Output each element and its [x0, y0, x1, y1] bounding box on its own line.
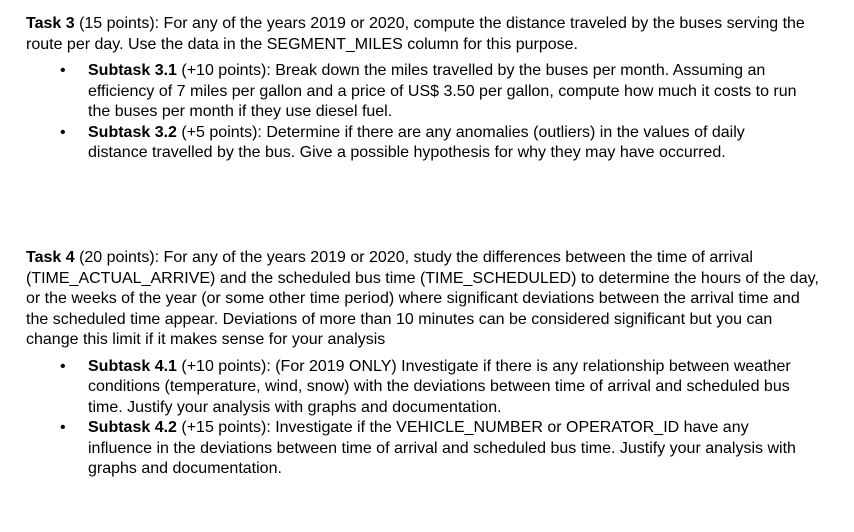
bullet-icon: •	[60, 123, 66, 141]
subtask-4-2-description: (+15 points): Investigate if the VEHICLE_NUMBER or OPERATOR_ID have any influence in the deviations between time of arrival and scheduled bus time. Justify your analysis with graphs and documentation.	[88, 419, 796, 477]
bullet-icon: •	[60, 357, 66, 375]
task-3-subtask-list	[26, 61, 826, 164]
task-3-title: Task 3	[26, 15, 75, 32]
subtask-3-2-body	[88, 123, 808, 164]
subtask-3-1-title: Subtask 3.1	[88, 62, 177, 79]
bullet-icon: •	[60, 62, 66, 79]
subtask-3-2	[26, 123, 826, 164]
subtask-4-1-body	[88, 357, 808, 419]
subtask-3-2-title: Subtask 3.2	[88, 123, 177, 141]
subtask-3-1-description: (+10 points): Break down the miles travelled by the buses per month. Assuming an efficiency of 7 miles per gallon and a price of US$ 3.50 per gallon, compute how much it costs to run the buses per month if they use diesel fuel.	[88, 62, 797, 120]
subtask-3-1-body	[88, 61, 808, 123]
task-4-paragraph	[26, 248, 826, 351]
task-3-paragraph	[26, 14, 826, 55]
subtask-4-1	[26, 357, 826, 419]
task-4-description: (20 points): For any of the years 2019 or 2020, study the differences between the time of arrival (TIME_ACTUAL_ARRIVE) and the scheduled bus time (TIME_SCHEDULED) to determine the hours of the day, or the weeks of the year (or some other time period) where significant deviations between the arrival time and the scheduled time appear. Deviations of more than 10 minutes can be considered significant but you can change this limit if it makes sense for your analysis	[26, 249, 819, 348]
task-3-section	[26, 14, 826, 164]
task-4-subtask-list	[26, 357, 826, 480]
subtask-4-1-title: Subtask 4.1	[88, 357, 177, 375]
task-4-title: Task 4	[26, 249, 75, 266]
subtask-4-2	[26, 418, 826, 480]
subtask-3-2-description: (+5 points): Determine if there are any anomalies (outliers) in the values of daily distance travelled by the bus. Give a possible hypothesis for why they may have occurred.	[88, 123, 745, 161]
bullet-icon: •	[60, 419, 66, 436]
subtask-3-1	[26, 61, 826, 123]
subtask-4-1-description: (+10 points): (For 2019 ONLY) Investigate if there is any relationship between weather conditions (temperature, wind, snow) with the deviations between time of arrival and scheduled bus time. Justify your analysis with graphs and documentation.	[88, 357, 791, 416]
task-4-section	[26, 248, 826, 480]
task-3-description: (15 points): For any of the years 2019 or 2020, compute the distance traveled by the buses serving the route per day. Use the data in the SEGMENT_MILES column for this purpose.	[26, 15, 805, 53]
subtask-4-2-body	[88, 418, 808, 480]
subtask-4-2-title: Subtask 4.2	[88, 419, 177, 436]
